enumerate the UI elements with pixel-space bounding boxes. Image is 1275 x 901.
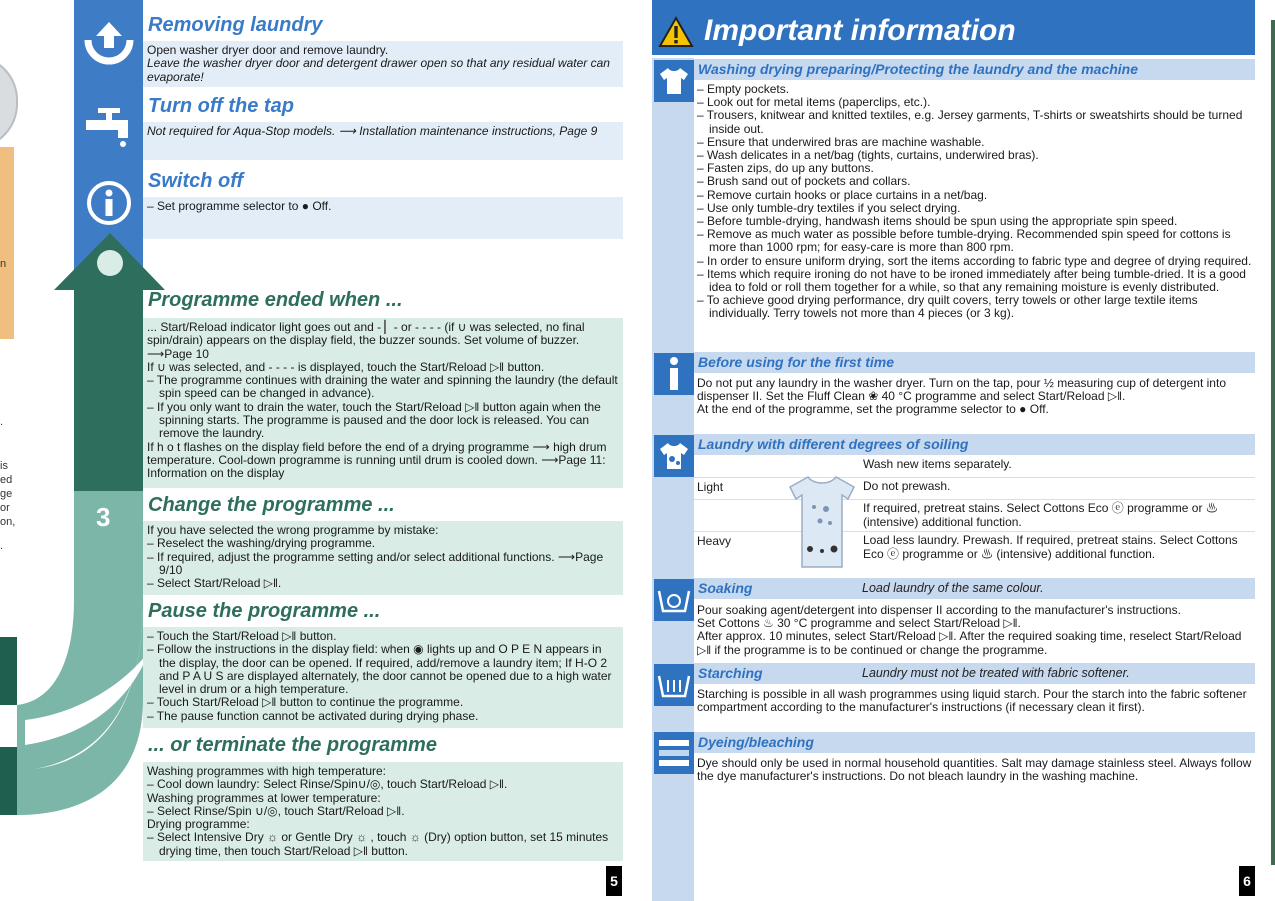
section-title-terminate-programme: ... or terminate the programme: [148, 734, 437, 756]
section-title-switch-off: Switch off: [148, 170, 244, 192]
starching-text: Starching is possible in all wash programmes using liquid starch. Pour the starch into the fabric softener compartment according to the manufacturer's instructions (if necessary clean it first).: [697, 687, 1247, 715]
list-item: – Fasten zips, do up any buttons.: [697, 161, 874, 176]
section-body-pause-programme: – Touch the Start/Reload ▷‖ button. – Follow the instructions in the display field: when ◉ lights up and O P E N appears in the display, the door can be opened. If required, add/remove a laundry item; If H-O 2 and P A U S are displayed alternately, the door cannot be opened due to a high water level in drum or a high temperature. – Touch Start/Reload ▷‖ button to continue the programme. – The pause function cannot be activated during drying phase.: [143, 627, 623, 728]
shirt-stain-illustration: [786, 473, 858, 571]
tshirt-icon: [654, 60, 694, 102]
list-item: – Trousers, knitwear and knitted textiles, e.g. Jersey garments, T-shirts or sweatshirts should be turned inside out.: [697, 108, 1243, 136]
dyeing-text: Dye should only be used in normal household quantities. Salt may damage stainless steel. Always follow the dye manufacturer's instructions. Do not bleach laundry in the washing machine.: [697, 756, 1252, 784]
washing-heading: Washing drying preparing/Protecting the laundry and the machine: [694, 59, 1255, 80]
first-use-text: Do not put any laundry in the washer dryer. Turn on the tap, pour ½ measuring cup of detergent into dispenser II. Set the Fluff Clean ❀ 40 °C programme and select Start/Reload ▷‖. At the end of the programme, set the programme selector to ● Off.: [697, 376, 1226, 417]
dyeing-heading: Dyeing/bleaching: [694, 732, 1255, 753]
section-title-programme-ended: Programme ended when ...: [148, 289, 403, 311]
list-item: – Use only tumble-dry textiles if you select drying.: [697, 200, 961, 215]
unload-arrow-icon: [84, 18, 134, 68]
info-i-icon: [654, 353, 694, 395]
cut-text-fragment: on,: [0, 516, 16, 528]
section-title-pause-programme: Pause the programme ...: [148, 600, 381, 622]
table-row: Wash new items separately.: [694, 455, 1255, 478]
section-title-removing-laundry: Removing laundry: [148, 14, 323, 36]
status-dot-icon: [97, 250, 123, 276]
starching-note: Laundry must not be treated with fabric softener.: [862, 666, 1130, 680]
table-row: If required, pretreat stains. Select Cottons Eco ⓔ programme or ♨ (intensive) additional function.: [694, 499, 1255, 532]
cut-text-fragment: .: [0, 416, 4, 428]
page-number-right: 6: [1239, 866, 1255, 896]
starching-heading: Starching Laundry must not be treated with fabric softener.: [694, 663, 1255, 684]
section-title-turn-off-tap: Turn off the tap: [148, 95, 294, 117]
chapter-number: 3: [96, 502, 111, 532]
cut-text-fragment: ed: [0, 474, 13, 486]
section-body-switch-off: – Set programme selector to ● Off.: [143, 197, 623, 239]
important-info-header: [652, 0, 1255, 55]
section-body-terminate-programme: Washing programmes with high temperature: – Cool down laundry: Select Rinse/Spin∪/◎, touch Start/Reload ▷‖. Washing programmes at lower temperature: – Select Rinse/Spin ∪/◎, touch Start/Reload ▷‖. Drying programme: – Select Intensive Dry ☼ or Gentle Dry ☼ , touch ☼ (Dry) option button, set 15 minutes drying time, then touch Start/Reload ▷‖ button.: [143, 762, 623, 861]
section-body-programme-ended: ... Start/Reload indicator light goes out and - ▏- or - - - - (if ∪ was selected, no final spin/drain) appears on the display field, the buzzer sounds. Set volume of buzzer. ⟶Page 10 If ∪ was selected, and - - - - is displayed, touch the Start/Reload ▷‖ button. – The programme continues with draining the water and spinning the laundry (the default spin speed can be changed in advance). – If you only want to drain the water, touch the Start/Reload ▷‖ button again when the spinning starts. The programme is paused and the door lock is released. You can remove the laundry. If h o t flashes on the display field before the end of a drying programme ⟶ high drum temperature. Cool-down programme is running until drum is cooled down. ⟶Page 11: Information on the display: [143, 318, 623, 488]
cut-text-fragment: or: [0, 502, 10, 514]
washing-list: [697, 83, 1253, 321]
right-icon-column: [652, 58, 694, 901]
starch-tub-icon: [654, 664, 694, 706]
cut-text-fragment: is: [0, 460, 8, 472]
list-item: – Remove as much water as possible before tumble-drying. Recommended spin speed for cottons is more than 1000 rpm; for easy-care is more than 800 rpm.: [697, 227, 1231, 255]
section-title-change-programme: Change the programme ...: [148, 494, 395, 516]
list-item: – Brush sand out of pockets and collars.: [697, 174, 911, 189]
table-row: Light Do not prewash.: [694, 477, 1255, 500]
section-body-change-programme: If you have selected the wrong programme by mistake: – Reselect the washing/drying programme. – If required, adjust the programme setting and/or select additional functions. ⟶Page 9/10 – Select Start/Reload ▷‖.: [143, 521, 623, 595]
soaking-heading: Soaking Load laundry of the same colour.: [694, 578, 1255, 599]
section-body-turn-off-tap: Not required for Aqua-Stop models. ⟶ Installation maintenance instructions, Page 9: [143, 122, 623, 160]
soaking-text: Pour soaking agent/detergent into dispenser II according to the manufacturer's instructions. Set Cottons ♨ 30 °C programme and select Start/Reload ▷‖. After approx. 10 minutes, select Start/Reload ▷‖. After the required soaking time, reselect Start/Reload ▷‖ if the programme is to be continued or change the programme.: [697, 603, 1242, 657]
soaking-note: Load laundry of the same colour.: [862, 581, 1044, 595]
list-item: – To achieve good drying performance, dry quilt covers, terry towels or other large textile items individually. Terry towels not more than 4 pieces (or 3 kg).: [697, 293, 1198, 321]
dye-stripes-icon: [654, 732, 694, 774]
list-item: – Look out for metal items (paperclips, etc.).: [697, 95, 931, 110]
tap-icon: [84, 102, 134, 152]
soaking-tub-icon: [654, 579, 694, 621]
list-item: – Before tumble-drying, handwash items should be spun using the appropriate spin speed.: [697, 214, 1178, 229]
warning-triangle-icon: [658, 16, 694, 48]
right-edge-bar: [1271, 20, 1275, 865]
first-use-heading: Before using for the first time: [694, 352, 1255, 373]
soiling-heading: Laundry with different degrees of soiling: [694, 434, 1255, 455]
list-item: – Ensure that underwired bras are machine washable.: [697, 134, 985, 149]
cut-text-fragment: .: [0, 540, 4, 552]
list-item: – Remove curtain hooks or place curtains in a net/bag.: [697, 187, 988, 202]
list-item: – Empty pockets.: [697, 82, 790, 96]
page-number-left: 5: [606, 866, 622, 896]
section-body-removing-laundry: Open washer dryer door and remove laundry. Leave the washer dryer door and detergent drawer open so that any residual water can evaporate!: [143, 41, 623, 87]
list-item: – In order to ensure uniform drying, sort the items according to fabric type and degree of drying required.: [697, 253, 1252, 268]
page-title: Important information: [704, 14, 1016, 47]
cut-text-fragment: ge: [0, 488, 13, 500]
soiled-shirt-icon: [654, 435, 694, 477]
info-circle-icon: [84, 178, 134, 228]
list-item: – Items which require ironing do not have to be ironed immediately after being tumble-dried. It is a good idea to fold or roll them together for a while, so that any remaining moisture is evenly distributed.: [697, 266, 1246, 295]
cut-text-fragment: n: [0, 258, 7, 270]
list-item: – Wash delicates in a net/bag (tights, curtains, underwired bras).: [697, 148, 1039, 163]
table-row: Heavy Load less laundry. Prewash. If required, pretreat stains. Select Cottons Eco ⓔ programme or ♨ (intensive) additional function.: [697, 533, 1238, 561]
